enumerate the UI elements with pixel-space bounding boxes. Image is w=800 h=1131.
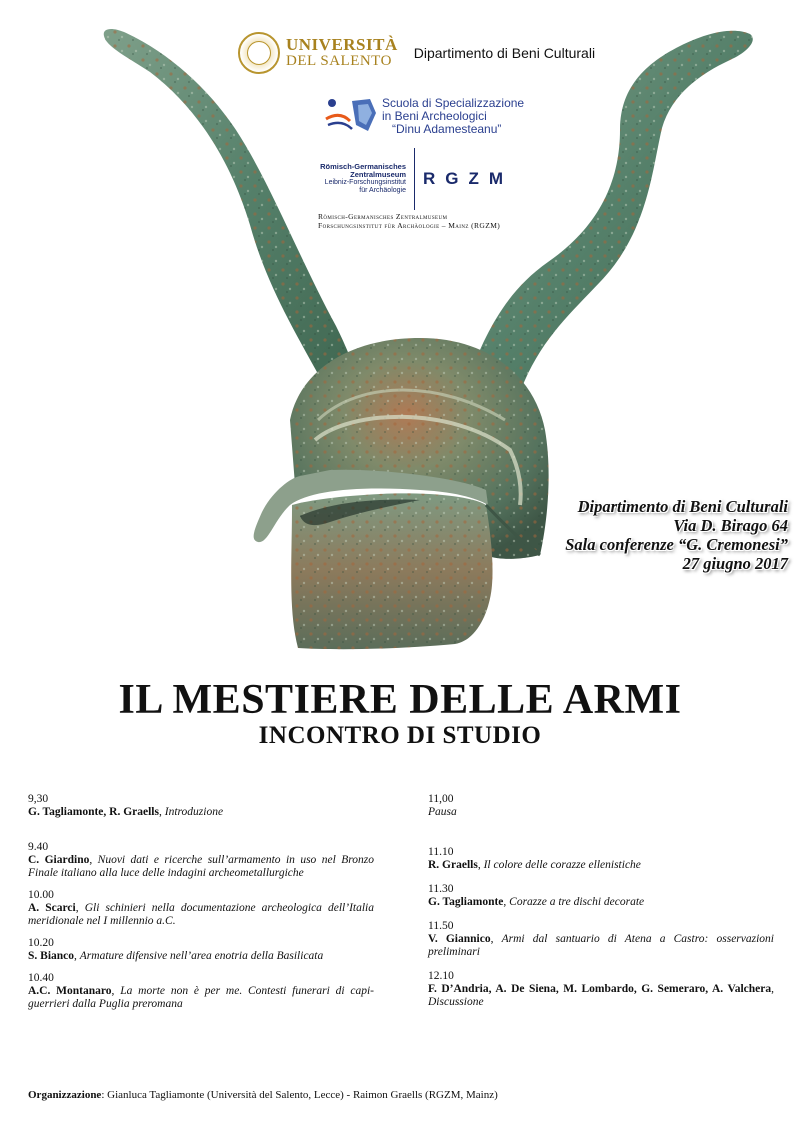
slot-separator: , [111, 985, 121, 997]
program-slot [28, 841, 374, 880]
university-line1: UNIVERSITÀ [286, 35, 398, 54]
slot-speaker: G. Tagliamonte [428, 896, 504, 908]
slot-separator: , [75, 902, 85, 914]
program-slot [428, 920, 774, 959]
venue-block [565, 497, 788, 573]
slot-time: 9.40 [28, 841, 49, 853]
slot-time: 10.00 [28, 889, 54, 901]
school-line3: “Dinu Adamesteanu” [392, 121, 502, 136]
slot-speaker: F. D’Andria, A. De Siena, M. Lombardo, G. Semeraro, A. Valchera [428, 983, 772, 995]
unisalento-wordmark [286, 36, 398, 70]
slot-separator: , [89, 854, 98, 866]
slot-separator: , [771, 983, 774, 995]
slot-talk: Nuovi dati e ricerche sull’armamento in uso nel Bronzo Finale italiano alla luce delle indagini archeometallurgiche [28, 854, 375, 879]
slot-speaker: G. Tagliamonte, R. Graells [28, 806, 159, 818]
school-logo [322, 95, 524, 137]
program-slot [428, 793, 774, 819]
unisalento-seal-icon [238, 32, 280, 74]
slot-talk: Il colore delle corazze ellenistiche [483, 859, 641, 871]
slot-separator: , [490, 933, 502, 945]
venue-line3: Sala conferenze “G. Cremonesi” [565, 535, 788, 554]
slot-time: 12.10 [428, 970, 454, 982]
slot-speaker: A. Scarci [28, 902, 76, 914]
slot-talk: Armature difensive nell’area enotria della Basilicata [79, 950, 324, 962]
slot-speaker: C. Giardino [28, 854, 90, 866]
slot-separator: , [503, 896, 510, 908]
program-left-column [28, 793, 374, 1011]
event-subtitle: INCONTRO DI STUDIO [258, 722, 542, 749]
venue-line4: 27 giugno 2017 [682, 554, 788, 573]
venue-line1: Dipartimento di Beni Culturali [577, 497, 788, 516]
school-line2: in Beni Archeologici [382, 108, 487, 123]
slot-talk: Discussione [428, 996, 484, 1008]
program-slot [428, 970, 774, 1009]
slot-time: 11.50 [428, 920, 454, 932]
rgzm-mark: RGZM [423, 169, 514, 188]
program-right-column [428, 793, 774, 1009]
event-title: IL MESTIERE DELLE ARMI [118, 677, 682, 723]
slot-time: 11,00 [428, 793, 454, 805]
slot-separator: , [158, 806, 165, 818]
slot-separator: , [74, 950, 80, 962]
slot-speaker: S. Bianco [28, 950, 75, 962]
program-slot [28, 972, 374, 1011]
venue-line2: Via D. Birago 64 [673, 516, 788, 535]
slot-talk: La morte non è per me. Contesti funerari di capi-guerrieri dalla Puglia preromana [28, 985, 375, 1010]
program-slot [428, 883, 774, 909]
school-line1: Scuola di Specializzazione [382, 95, 525, 110]
slot-time: 10.20 [28, 937, 54, 949]
slot-speaker: V. Giannico [428, 933, 491, 945]
slot-talk: Armi dal santuario di Atena a Castro: osservazioni preliminari [428, 933, 774, 958]
slot-talk: Pausa [428, 806, 457, 818]
rgzm-logo [318, 148, 558, 230]
rgzm-caption-line1: Römisch-Germanisches Zentralmuseum [318, 212, 448, 221]
slot-separator: , [477, 859, 484, 871]
slot-talk: Introduzione [164, 806, 224, 818]
slot-talk: Corazze a tre dischi decorate [509, 896, 645, 908]
rgzm-left-line1: Römisch-Germanisches [320, 162, 406, 171]
rgzm-left-line2: Zentralmuseum [350, 170, 406, 179]
slot-speaker: R. Graells [428, 859, 478, 871]
department-heading: Dipartimento di Beni Culturali [413, 45, 596, 61]
slot-talk: Gli schinieri nella documentazione archeologica dell’Italia meridionale nel I millennio a.C. [28, 902, 374, 927]
program-slot [28, 889, 374, 928]
rgzm-left-line3: Leibniz-Forschungsinstitut [324, 179, 406, 186]
slot-time: 9,30 [28, 793, 49, 805]
organization-label: Organizzazione [28, 1089, 102, 1101]
slot-time: 11.30 [428, 883, 454, 895]
rgzm-left-line4: für Archäologie [359, 187, 406, 194]
organization-text: : Gianluca Tagliamonte (Università del Salento, Lecce) - Raimon Graells (RGZM, Mainz) [101, 1089, 498, 1101]
school-emblem-icon [322, 95, 378, 137]
slot-time: 10.40 [28, 972, 54, 984]
university-line2: DEL SALENTO [286, 53, 392, 69]
program-slot [28, 937, 374, 963]
slot-time: 11.10 [428, 846, 454, 858]
rgzm-divider [414, 148, 415, 210]
slot-speaker: A.C. Montanaro [28, 985, 112, 997]
rgzm-caption-line2: Forschungsinstitut für Archäologie – Mainz (RGZM) [318, 221, 501, 230]
organization-line [28, 1089, 498, 1101]
program-slot [28, 793, 374, 819]
program-slot [428, 846, 774, 872]
unisalento-logo [238, 32, 595, 74]
